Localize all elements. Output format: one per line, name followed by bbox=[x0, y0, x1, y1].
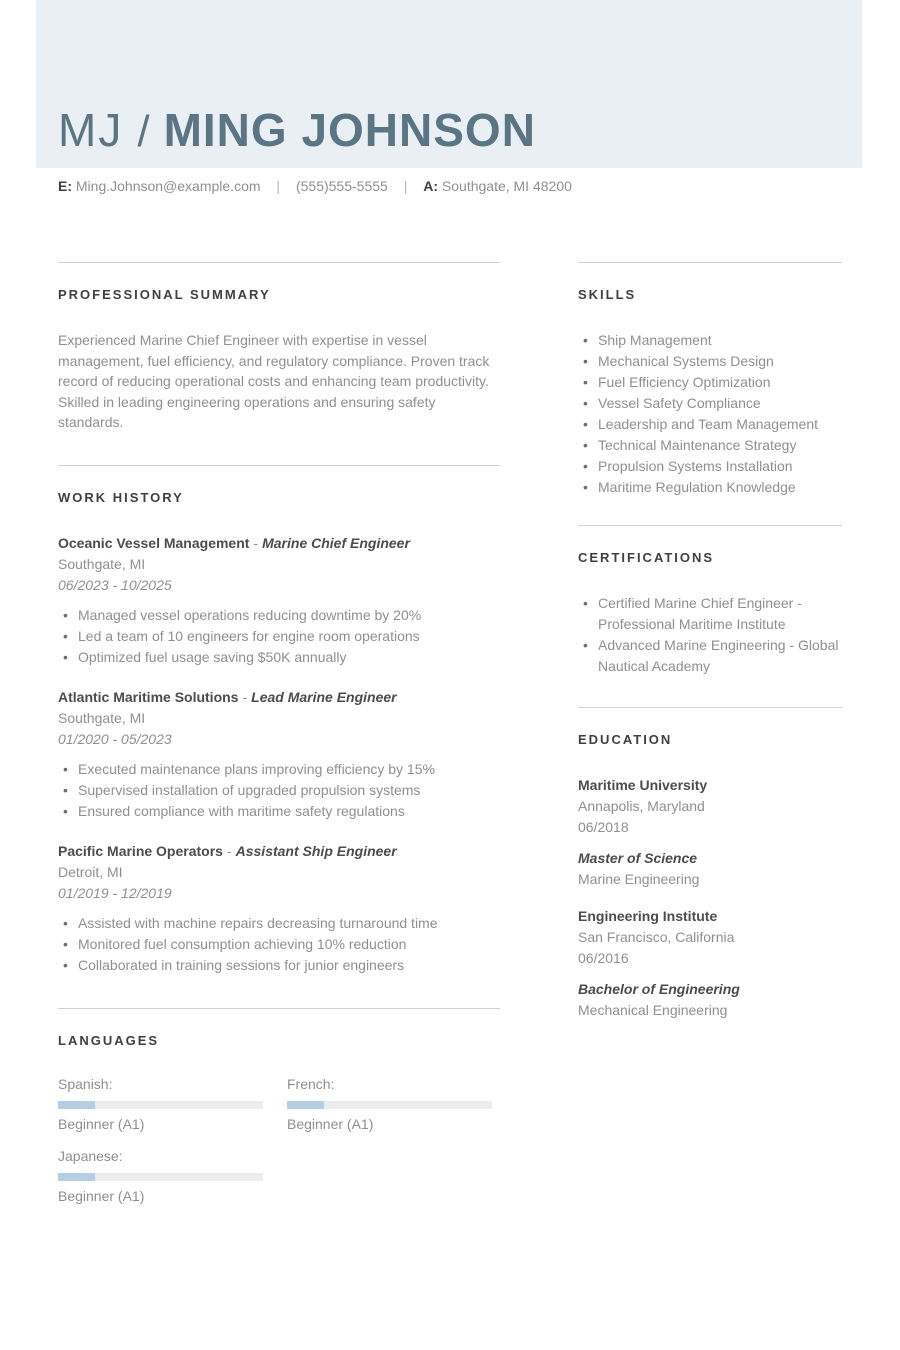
language-progress-fill bbox=[58, 1173, 95, 1181]
job-location: Southgate, MI bbox=[58, 709, 146, 726]
education-entry bbox=[578, 775, 842, 838]
job-title-line bbox=[58, 533, 500, 554]
section-divider bbox=[58, 465, 500, 466]
language-progress-track bbox=[58, 1173, 263, 1181]
section-languages bbox=[58, 1008, 500, 1206]
job-bullet-list bbox=[58, 913, 500, 976]
job-company: Pacific Marine Operators bbox=[58, 842, 223, 859]
job-bullet: • Monitored fuel consumption achieving 10% reduction bbox=[78, 934, 500, 955]
job-location: Detroit, MI bbox=[58, 863, 123, 880]
certifications-heading: CERTIFICATIONS bbox=[578, 550, 715, 565]
language-level: Beginner (A1) bbox=[287, 1115, 374, 1132]
section-divider bbox=[58, 262, 500, 263]
job-dates: 01/2019 - 12/2019 bbox=[58, 884, 172, 901]
job-bullet: • Ensured compliance with maritime safety regulations bbox=[78, 801, 500, 822]
full-name: MING JOHNSON bbox=[163, 104, 536, 156]
education-entry bbox=[578, 906, 842, 969]
education-degree: Master of Science bbox=[578, 850, 698, 866]
summary-text: Experienced Marine Chief Engineer with expertise in vessel management, fuel efficiency, and regulatory compliance. Proven track record of reducing operational costs and enhancing team productivity. Skilled in leading engineering operations and ensuring safety standards. bbox=[58, 332, 490, 430]
skill-item: • Ship Management bbox=[598, 330, 842, 351]
monogram: MJ bbox=[58, 104, 124, 156]
language-item bbox=[287, 1074, 492, 1134]
language-item bbox=[58, 1146, 263, 1206]
job-bullet: • Managed vessel operations reducing downtime by 20% bbox=[78, 605, 500, 626]
job-dash: - bbox=[253, 534, 259, 551]
education-location: San Francisco, California bbox=[578, 929, 735, 945]
job-entry bbox=[58, 841, 500, 976]
languages-grid bbox=[58, 1074, 500, 1206]
languages-heading: LANGUAGES bbox=[58, 1032, 160, 1048]
address-value: Southgate, MI 48200 bbox=[441, 178, 572, 194]
phone-value: (555)555-5555 bbox=[295, 178, 388, 194]
education-location: Annapolis, Maryland bbox=[578, 798, 705, 814]
skill-item: • Propulsion Systems Installation bbox=[598, 456, 842, 477]
skill-item: • Maritime Regulation Knowledge bbox=[598, 477, 842, 498]
section-skills bbox=[578, 262, 842, 498]
job-company: Oceanic Vessel Management bbox=[58, 534, 250, 551]
job-company: Atlantic Maritime Solutions bbox=[58, 688, 239, 705]
email-label: E: bbox=[58, 178, 72, 194]
job-dash: - bbox=[242, 688, 248, 705]
education-field: Mechanical Engineering bbox=[578, 1002, 728, 1018]
job-dates: 01/2020 - 05/2023 bbox=[58, 730, 172, 747]
language-name: Japanese: bbox=[58, 1147, 123, 1164]
language-progress-fill bbox=[287, 1101, 324, 1109]
skill-item: • Mechanical Systems Design bbox=[598, 351, 842, 372]
job-dash: - bbox=[226, 842, 232, 859]
language-progress-track bbox=[58, 1101, 263, 1109]
left-column bbox=[58, 262, 500, 1206]
education-degree: Bachelor of Engineering bbox=[578, 981, 740, 997]
language-progress-fill bbox=[58, 1101, 95, 1109]
address-label: A: bbox=[423, 178, 439, 194]
contact-separator: | bbox=[403, 178, 408, 194]
section-professional-summary bbox=[58, 262, 500, 433]
language-progress-track bbox=[287, 1101, 492, 1109]
job-title-line bbox=[58, 841, 500, 862]
education-date: 06/2016 bbox=[578, 950, 629, 966]
skill-item: • Technical Maintenance Strategy bbox=[598, 435, 842, 456]
skill-item: • Vessel Safety Compliance bbox=[598, 393, 842, 414]
certification-item: • Certified Marine Chief Engineer - Professional Maritime Institute bbox=[598, 593, 842, 635]
section-divider bbox=[58, 1008, 500, 1009]
job-entry bbox=[58, 687, 500, 822]
job-role: Lead Marine Engineer bbox=[251, 688, 397, 705]
education-heading: EDUCATION bbox=[578, 732, 673, 747]
section-education bbox=[578, 707, 842, 1021]
job-bullet-list bbox=[58, 759, 500, 822]
job-bullet-list bbox=[58, 605, 500, 668]
summary-heading: PROFESSIONAL SUMMARY bbox=[58, 287, 271, 302]
education-field: Marine Engineering bbox=[578, 871, 700, 887]
job-location: Southgate, MI bbox=[58, 555, 146, 572]
email-value: Ming.Johnson@example.com bbox=[75, 178, 261, 194]
education-entry bbox=[578, 848, 842, 890]
section-divider bbox=[578, 525, 842, 526]
skill-item: • Fuel Efficiency Optimization bbox=[598, 372, 842, 393]
section-divider bbox=[578, 262, 842, 263]
certification-item: • Advanced Marine Engineering - Global Nautical Academy bbox=[598, 635, 842, 677]
language-item bbox=[58, 1074, 263, 1134]
name-slash: / bbox=[137, 107, 150, 156]
job-bullet: • Optimized fuel usage saving $50K annually bbox=[78, 647, 500, 668]
content-columns bbox=[58, 262, 842, 1206]
skills-list bbox=[578, 330, 842, 498]
contact-separator: | bbox=[276, 178, 281, 194]
education-entry bbox=[578, 979, 842, 1021]
job-dates: 06/2023 - 10/2025 bbox=[58, 576, 172, 593]
job-bullet: • Executed maintenance plans improving efficiency by 15% bbox=[78, 759, 500, 780]
language-name: French: bbox=[287, 1075, 335, 1092]
job-role: Marine Chief Engineer bbox=[262, 534, 410, 551]
contact-line bbox=[58, 178, 572, 194]
education-date: 06/2018 bbox=[578, 819, 629, 835]
header-band bbox=[36, 0, 862, 168]
education-school: Engineering Institute bbox=[578, 908, 718, 924]
language-level: Beginner (A1) bbox=[58, 1187, 145, 1204]
education-school: Maritime University bbox=[578, 777, 708, 793]
job-bullet: • Assisted with machine repairs decreasing turnaround time bbox=[78, 913, 500, 934]
job-bullet: • Supervised installation of upgraded propulsion systems bbox=[78, 780, 500, 801]
skill-item: • Leadership and Team Management bbox=[598, 414, 842, 435]
language-name: Spanish: bbox=[58, 1075, 113, 1092]
certifications-list bbox=[578, 593, 842, 677]
job-bullet: • Led a team of 10 engineers for engine room operations bbox=[78, 626, 500, 647]
right-column bbox=[578, 262, 842, 1053]
name-row bbox=[58, 104, 536, 156]
work-history-heading: WORK HISTORY bbox=[58, 489, 184, 505]
job-title-line bbox=[58, 687, 500, 708]
section-certifications bbox=[578, 525, 842, 677]
job-bullet: • Collaborated in training sessions for junior engineers bbox=[78, 955, 500, 976]
job-entry bbox=[58, 533, 500, 668]
section-work-history bbox=[58, 465, 500, 976]
skills-heading: SKILLS bbox=[578, 287, 637, 302]
section-divider bbox=[578, 707, 842, 708]
language-level: Beginner (A1) bbox=[58, 1115, 145, 1132]
job-role: Assistant Ship Engineer bbox=[235, 842, 397, 859]
